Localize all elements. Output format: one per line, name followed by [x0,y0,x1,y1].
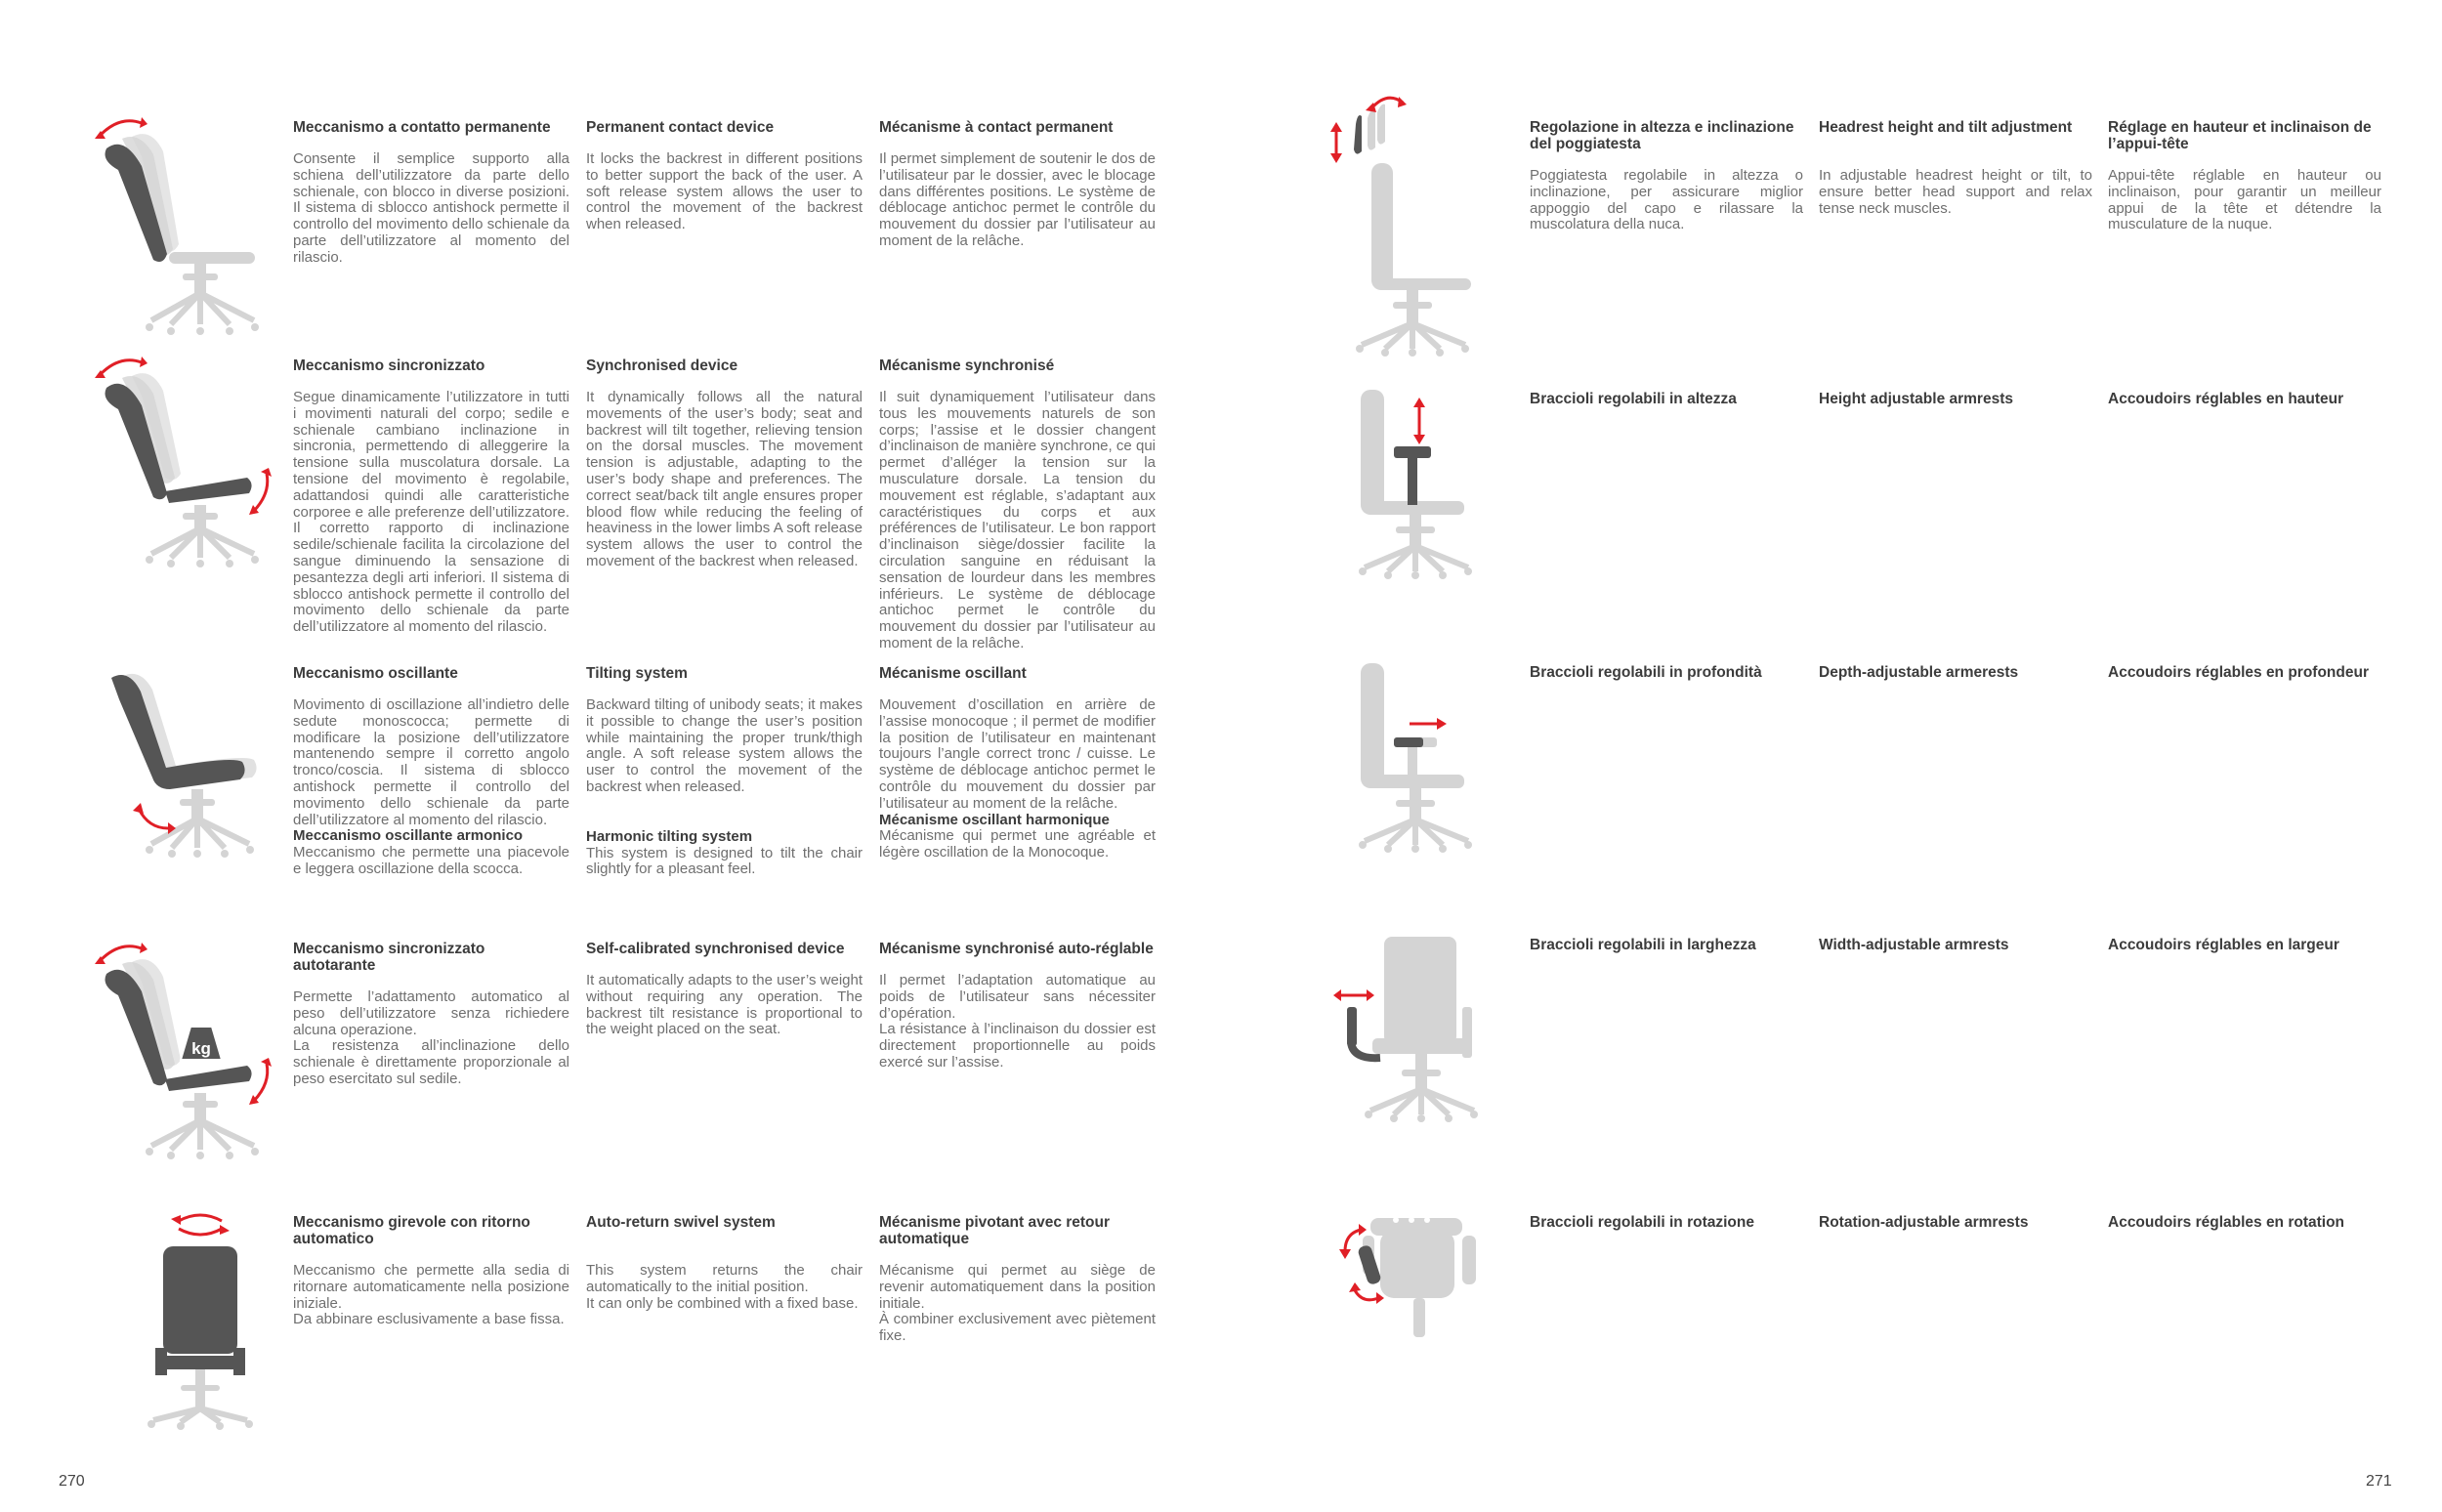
feature-title-fr: Mécanisme à contact permanent [879,119,1114,136]
feature-body-en: In adjustable headrest height or tilt, to ensure better head support and relax tense neck muscles. [1819,167,2092,217]
feature-title-fr: Mécanisme pivotant avec retour automatique [879,1214,1111,1247]
feature-title-fr: Accoudoirs réglables en largeur [2108,937,2339,953]
feature-body-it: Segue dinamicamente l’utilizzatore in tutti i movimenti naturali del corpo; sedile e schienale cambiano inclinazione in sincronia, permettendo di alleggerire la tensione sulla muscolatura dorsale. La tensione del movimento è regolabile, adattandosi quindi alle caratteristiche corporee e alle preferenze dell’utilizzatore. Il corretto rapporto di inclinazione sedile/schienale facilita la circolazione del sangue diminuendo la sensazione di pesantezza degli arti inferiori. Il sistema di sblocco antishock permette il controllo del movimento dello schienale da parte dell’utilizzatore al momento del rilascio. [293,389,569,636]
headrest-adjustment-icon [1328,93,1485,361]
feature-body-it: Consente il semplice supporto alla schiena dell’utilizzatore da parte dello schienale, con blocco in diverse posizioni. Il sistema di sblocco antishock permette il controllo del movimento dello schienale da parte dell’utilizzatore al momento del rilascio. [293,150,569,266]
feature-title-it: Braccioli regolabili in profondità [1530,664,1762,681]
feature-body-it: Permette l’adattamento automatico al peso dell’utilizzatore senza richiedere alcuna operazione. La resistenza all’inclinazione dello schienale è direttamente proporzionale al peso esercitato sul sedile. [293,988,569,1087]
feature-title-fr: Accoudoirs réglables en profondeur [2108,664,2369,681]
page-number-right: 271 [2366,1473,2392,1490]
feature-title-en: Headrest height and tilt adjustment [1819,119,2073,136]
feature-title-en: Synchronised device [586,357,738,374]
feature-subbody-en: This system is designed to tilt the chair slightly for a pleasant feel. [586,844,863,878]
feature-body-fr: Mécanisme qui permet au siège de revenir automatiquement dans la position initiale. À combiner exclusivement avec piètement fixe. [879,1262,1156,1345]
feature-body-it: Meccanismo che permette alla sedia di ritornare automaticamente nella posizione iniziale. Da abbinare esclusivamente a base fissa. [293,1262,569,1328]
page-number-left: 270 [59,1473,85,1490]
feature-body-fr: Appui-tête réglable en hauteur ou inclinaison, pour garantir un meilleur appui de la tête et détendre la musculature de la nuque. [2108,167,2381,233]
armrest-depth-icon [1353,659,1480,855]
feature-title-it: Meccanismo a contatto permanente [293,119,551,136]
armrest-rotation-icon [1333,1206,1490,1353]
armrest-height-icon [1353,386,1480,581]
feature-body-en: It automatically adapts to the user’s weight without requiring any operation. The backrest tilt resistance is proportional to the weight placed on the seat. [586,972,863,1038]
feature-title-fr: Accoudoirs réglables en hauteur [2108,391,2344,407]
feature-subtitle-fr: Mécanisme oscillant harmonique [879,811,1110,828]
feature-title-en: Self-calibrated synchronised device [586,941,845,957]
feature-title-fr: Mécanisme synchronisé auto-réglable [879,941,1154,957]
feature-title-en: Depth-adjustable armerests [1819,664,2019,681]
feature-title-it: Meccanismo oscillante [293,665,458,682]
feature-body-en: This system returns the chair automatically to the initial position. It can only be combined with a fixed base. [586,1262,863,1312]
armrest-width-icon [1333,933,1490,1128]
feature-body-it: Movimento di oscillazione all’indietro delle sedute monoscocca; permette di modificare la posizione dell’utilizzatore mantenendo sempre il corretto angolo tronco/coscia. Il sistema di sblocco antishock permette il controllo del movimento dello schienale da parte dell’utilizzatore al momento del rilascio. [293,696,569,828]
feature-subbody-fr: Mécanisme qui permet une agréable et légère oscillation de la Monocoque. [879,827,1156,861]
feature-body-fr: Il suit dynamiquement l’utilisateur dans tous les mouvements naturels de son corps; l’assise et le dossier changent d’inclinaison de manière synchrone, ce qui permet d’alléger la tension sur la musculature dorsale. La tension du mouvement est réglable, s’adaptant aux caractéristiques du corps et aux préférences de l’utilisateur. Le bon rapport d’inclinaison siège/dossier facilite la circulation sanguine en réduisant la sensation de lourdeur dans les membres inférieurs. Le système de déblocage antichoc permet le contrôle du mouvement du dossier par l’utilisateur au moment de la relâche. [879,389,1156,651]
feature-title-en: Rotation-adjustable armrests [1819,1214,2029,1231]
feature-body-fr: Il permet simplement de soutenir le dos de l’utilisateur par le dossier, avec le blocage dans différentes positions. Le système de déblocage antichoc permet le contrôle du mouvement du dossier par l’utilisateur au moment de la relâche. [879,150,1156,249]
feature-title-fr: Réglage en hauteur et inclinaison de l’appui-tête [2108,119,2372,152]
chair-tilting-icon [98,664,283,860]
feature-body-en: It dynamically follows all the natural movements of the user’s body; seat and backrest will tilt together, relieving tension on the dorsal muscles. The movement tension is adjustable, adapting to the user’s body shape and preferences. The correct seat/back tilt angle ensures proper blood flow while reducing the feeling of heaviness in the lower limbs A soft release system allows the user to control the movement of the backrest when released. [586,389,863,569]
feature-title-en: Permanent contact device [586,119,775,136]
feature-body-en: Backward tilting of unibody seats; it makes it possible to change the user’s position while maintaining the proper trunk/thigh angle. A soft release system allows the user to control the movement of the backrest when released. [586,696,863,795]
chair-auto-return-swivel-icon [142,1211,259,1431]
feature-title-en: Height adjustable armrests [1819,391,2013,407]
feature-title-it: Regolazione in altezza e inclinazione del poggiatesta [1530,119,1794,152]
kg-label: kg [191,1039,211,1058]
feature-body-it: Poggiatesta regolabile in altezza o inclinazione, per assicurare miglior appoggio del capo e rilassare la muscolatura della nuca. [1530,167,1803,233]
feature-title-it: Meccanismo sincronizzato autotarante [293,941,485,974]
feature-title-it: Braccioli regolabili in altezza [1530,391,1737,407]
feature-title-it: Meccanismo girevole con ritorno automatico [293,1214,530,1247]
feature-title-en: Tilting system [586,665,688,682]
chair-self-calibrated-icon [93,933,288,1167]
feature-subtitle-en: Harmonic tilting system [586,827,753,845]
feature-subbody-it: Meccanismo che permette una piacevole e leggera oscillazione della scocca. [293,844,569,877]
feature-title-fr: Mécanisme synchronisé [879,357,1055,374]
feature-body-fr: Il permet l’adaptation automatique au poids de l’utilisateur sans nécessiter d’opération. La résistance à l’inclinaison du dossier est directement proportionnelle au poids exercé sur l’assise. [879,972,1156,1071]
chair-synchronised-icon [93,347,288,571]
feature-title-it: Meccanismo sincronizzato [293,357,485,374]
feature-title-it: Braccioli regolabili in rotazione [1530,1214,1754,1231]
feature-subtitle-it: Meccanismo oscillante armonico [293,827,524,845]
feature-title-en: Width-adjustable armrests [1819,937,2009,953]
chair-permanent-contact-icon [93,107,278,342]
feature-title-en: Auto-return swivel system [586,1214,776,1231]
feature-title-it: Braccioli regolabili in larghezza [1530,937,1756,953]
feature-body-fr: Mouvement d’oscillation en arrière de l’assise monocoque ; il permet de modifier la position de l’utilisateur en maintenant toujours l’angle correct tronc / cuisse. Le système de déblocage antichoc permet le contrôle du mouvement du dossier par l’utilisateur au moment de la relâche. [879,696,1156,812]
feature-body-en: It locks the backrest in different positions to better support the back of the user. A soft release system allows the user to control the movement of the backrest when released. [586,150,863,233]
feature-title-fr: Mécanisme oscillant [879,665,1027,682]
feature-title-fr: Accoudoirs réglables en rotation [2108,1214,2345,1231]
